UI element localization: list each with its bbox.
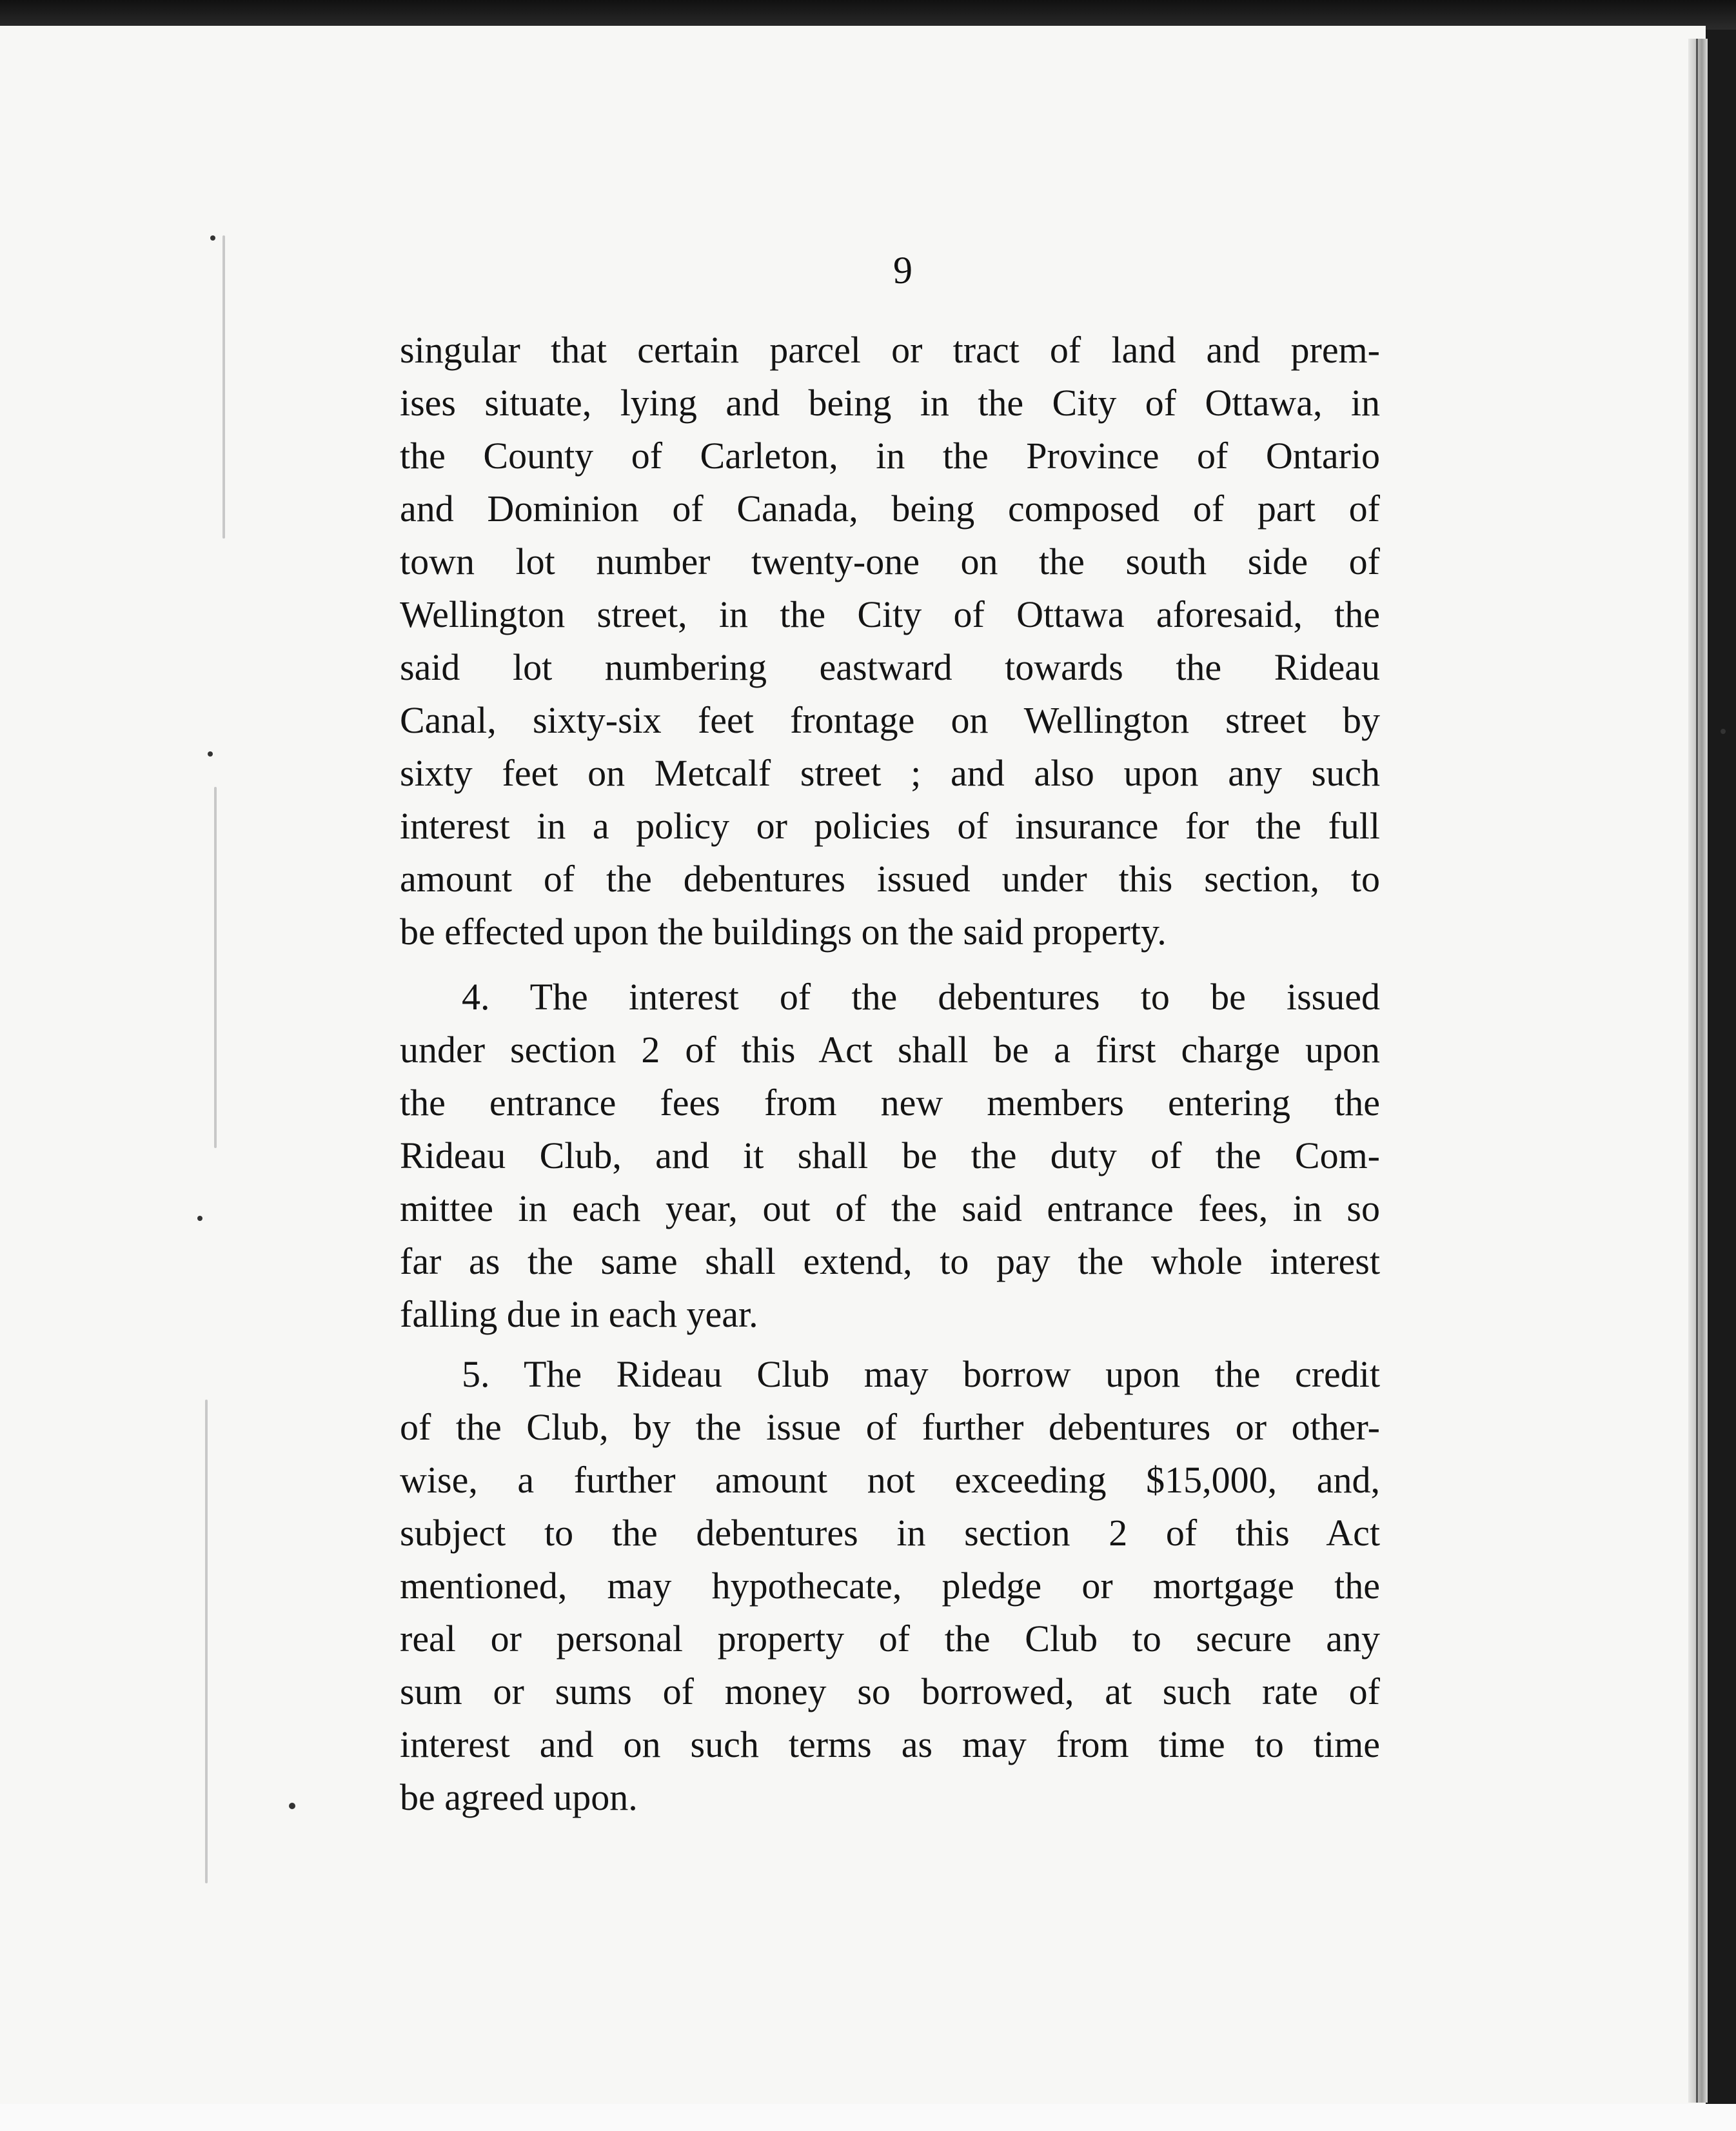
text-line: amount of the debentures issued under this section, to [400, 858, 1380, 900]
binding-mark [222, 235, 225, 539]
text-line: ises situate, lying and being in the City of Ottawa, in [400, 382, 1380, 424]
speck-mark [210, 235, 215, 241]
text-line: mittee in each year, out of the said entrance fees, in so [400, 1187, 1380, 1229]
text-line: singular that certain parcel or tract of land and prem- [400, 329, 1380, 371]
text-line: sixty feet on Metcalf street ; and also upon any such [400, 752, 1380, 794]
text-line: town lot number twenty-one on the south side of [400, 540, 1380, 582]
text-line: be agreed upon. [400, 1776, 638, 1818]
section-heading-line: 4. The interest of the debentures to be issued [462, 976, 1380, 1018]
speck-mark [197, 1216, 202, 1221]
text-line: and Dominion of Canada, being composed of part of [400, 488, 1380, 530]
text-line: said lot numbering eastward towards the Rideau [400, 646, 1380, 688]
text-line: Canal, sixty-six feet frontage on Wellington street by [400, 699, 1380, 741]
text-line: the entrance fees from new members entering the [400, 1082, 1380, 1124]
text-line: Rideau Club, and it shall be the duty of the Com- [400, 1135, 1380, 1176]
text-line: falling due in each year. [400, 1293, 758, 1335]
binding-mark [214, 787, 217, 1148]
text-line: sum or sums of money so borrowed, at such rate of [400, 1670, 1380, 1712]
text-line: Wellington street, in the City of Ottawa aforesaid, the [400, 593, 1380, 635]
text-line: mentioned, may hypothecate, pledge or mortgage the [400, 1565, 1380, 1607]
page-edge-shadow [1688, 39, 1708, 2103]
section-heading-line: 5. The Rideau Club may borrow upon the credit [462, 1353, 1380, 1395]
text-line: interest and on such terms as may from time to time [400, 1723, 1380, 1765]
text-line: interest in a policy or policies of insurance for the full [400, 805, 1380, 847]
text-line: of the Club, by the issue of further debentures or other- [400, 1406, 1380, 1448]
text-line: the County of Carleton, in the Province of Ontario [400, 435, 1380, 477]
text-line: far as the same shall extend, to pay the whole interest [400, 1240, 1380, 1282]
speck-mark [1721, 729, 1726, 734]
text-line: wise, a further amount not exceeding $15,000, and, [400, 1459, 1380, 1501]
speck-mark [208, 751, 213, 757]
page-number: 9 [893, 249, 912, 292]
text-line: be effected upon the buildings on the said property. [400, 911, 1167, 953]
scan-bottom-strip [0, 2104, 1736, 2131]
text-line: real or personal property of the Club to secure any [400, 1618, 1380, 1660]
binding-mark [205, 1400, 208, 1883]
text-line: under section 2 of this Act shall be a first charge upon [400, 1029, 1380, 1071]
speck-mark [289, 1803, 295, 1809]
text-line: subject to the debentures in section 2 of this Act [400, 1512, 1380, 1554]
